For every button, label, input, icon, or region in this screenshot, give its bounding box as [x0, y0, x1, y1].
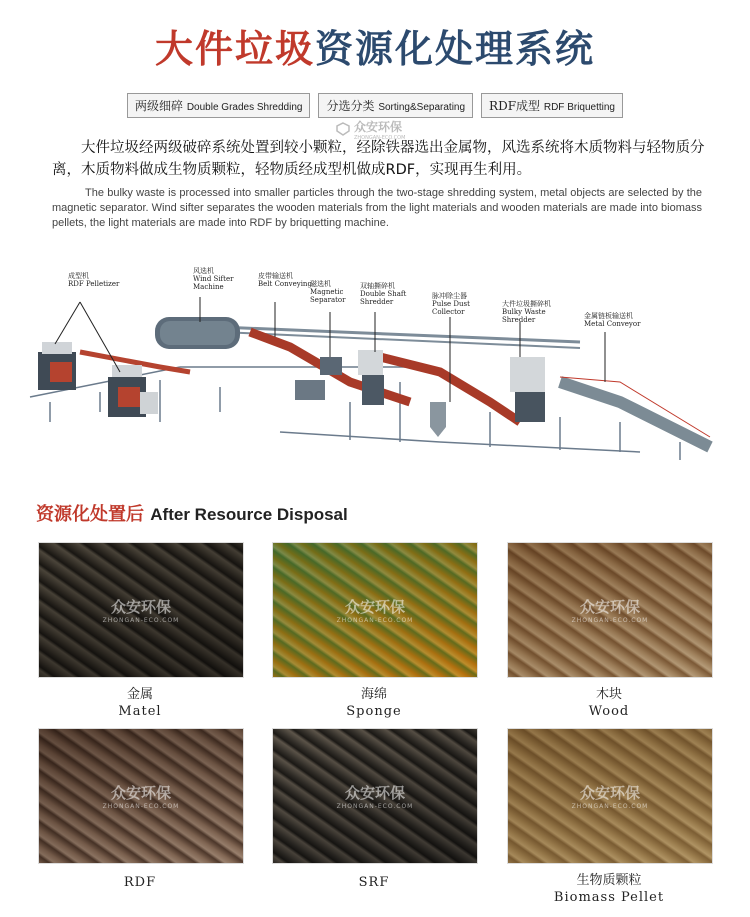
watermark: 众安环保 ZHONGAN-ECO.COM [102, 598, 180, 624]
caption-rdf: RDF [123, 875, 157, 890]
feature-tags [0, 93, 750, 118]
watermark: 众安环保 ZHONGAN-ECO.COM [571, 598, 649, 624]
page-title: 大件垃圾资源化处理系统 [154, 27, 596, 71]
caption-sponge: 海绵 Sponge [346, 687, 402, 719]
photo-biomass-pellet [507, 728, 713, 864]
section-title: 资源化处置后 After Resource Disposal [36, 504, 348, 525]
intro-english: The bulky waste is processed into smaller particles through the two-stage shredding system, metal objects are selected by the magnetic separator. Wind sifter separates the wooden materials from the light materials and wooden materials are made into biomass pellets, the light materials are made into RDF by briquetting machine. [52, 187, 702, 229]
watermark: 众安环保 ZHONGAN-ECO.COM [336, 784, 414, 810]
caption-biomass-pellet: 生物质颗粒 Biomass Pellet [553, 873, 665, 905]
caption-srf: SRF [358, 875, 390, 890]
caption-wood: 木块 Wood [588, 687, 630, 719]
tag-sorting: 分选分类 Sorting&Separating [318, 93, 473, 118]
label-bulky-waste-shredder: 大件垃圾撕碎机 Bulky Waste Shredder [502, 300, 551, 324]
tag-briquetting: RDF成型 RDF Briquetting [481, 93, 623, 118]
photo-rdf [38, 728, 244, 864]
label-rdf-pelletizer: 成型机 RDF Pelletizer [68, 272, 120, 288]
photo-srf [272, 728, 478, 864]
photo-sponge [272, 542, 478, 678]
watermark: 众安环保 ZHONGAN-ECO.COM [571, 784, 649, 810]
watermark: 众安环保 ZHONGAN-ECO.COM [336, 598, 414, 624]
label-metal-conveyor: 金属链板输送机 Metal Conveyor [584, 312, 641, 328]
caption-metal: 金属 Matel [118, 687, 162, 719]
label-pulse-dust-collector: 脉冲除尘器 Pulse Dust Collector [432, 292, 470, 316]
label-wind-sifter: 风选机 Wind Sifter Machine [193, 267, 234, 291]
brand-logo: 众安环保 ZHONGAN-ECO.COM [336, 116, 405, 141]
photo-metal [38, 542, 244, 678]
label-double-shaft-shredder: 双轴撕碎机 Double Shaft Shredder [360, 282, 407, 306]
intro-chinese: 大件垃圾经两级破碎系统处置到较小颗粒，经除铁器选出金属物，风选系统将木质物料与轻物质分离，木质物料做成生物质颗粒，轻物质经成型机做成RDF，实现再生利用。 [52, 140, 705, 178]
shield-logo-icon [336, 122, 350, 136]
process-line-diagram [20, 262, 730, 472]
photo-wood [507, 542, 713, 678]
label-belt-conveying: 皮带输送机 Belt Conveying [258, 272, 312, 288]
tag-shredding: 两级细碎 Double Grades Shredding [127, 93, 310, 118]
label-magnetic-separator: 磁选机 Magnetic Separator [310, 280, 346, 304]
watermark: 众安环保 ZHONGAN-ECO.COM [102, 784, 180, 810]
